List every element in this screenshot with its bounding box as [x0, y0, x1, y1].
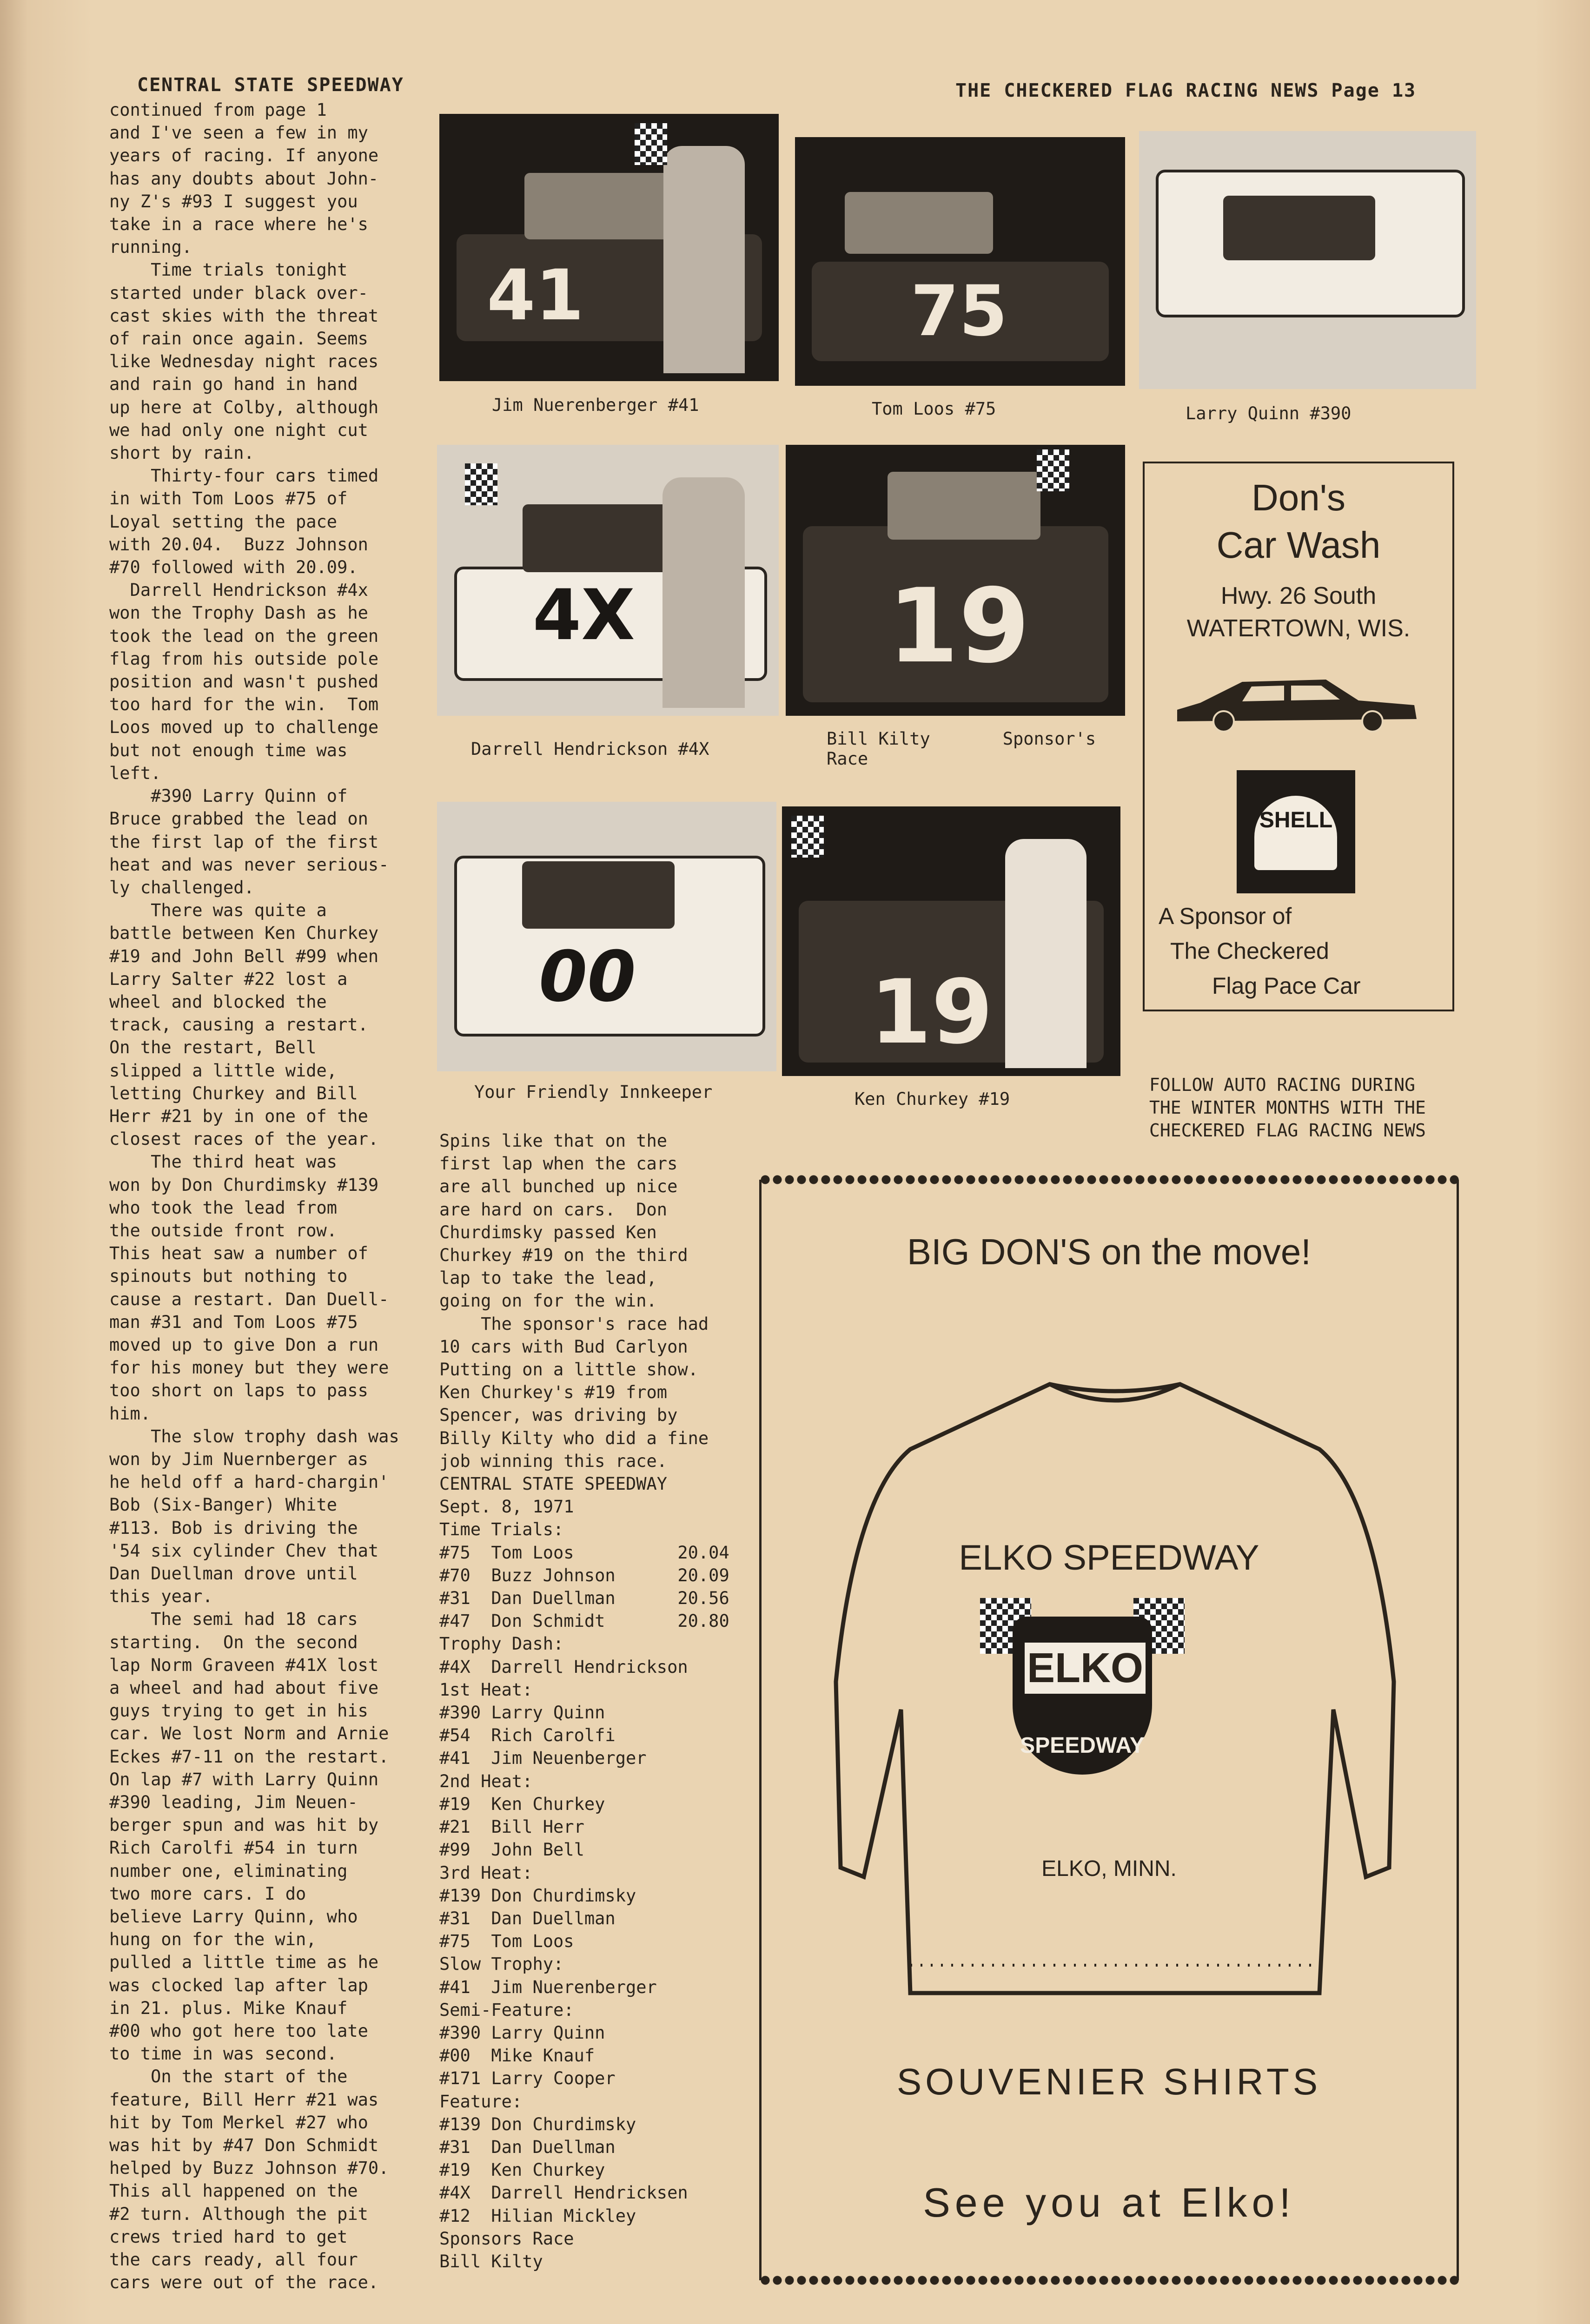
ad-headline: BIG DON'S on the move! [907, 1231, 1311, 1272]
photo-darrell-hendrickson [437, 445, 779, 716]
ad-address: Hwy. 26 South [1220, 582, 1377, 609]
photo-bill-kilty [786, 445, 1125, 716]
photo-caption: Ken Churkey #19 [855, 1089, 1010, 1109]
shell-logo-text: SHELL [1259, 808, 1333, 832]
article-column-1: continued from page 1 and I've seen a few in my years of racing. If anyone has any doubts about John- ny Z's #93 I suggest you take in a race where he's running. Time trials tonight started under black over- cast skies with the threat of rain once again. Seems like Wednesday night races and rain go hand in hand up here at Colby, although we had only one night cut short by rain. Thirty-four cars timed in with Tom Loos #75 of Loyal setting the pace with 20.04. Buzz Johnson #70 followed with 20.09. Darrell Hendrickson #4x won the Trophy Dash as he took the lead on the green flag from his outside pole position and wasn't pushed too hard for the win. Tom Loos moved up to challenge but not enough time was left. #390 Larry Quinn of Bruce grabbed the lead on the first lap of the first heat and was never serious- ly challenged. There was quite a battle between Ken Churkey #19 and John Bell #99 when Larry Salter #22 lost a wheel and blocked the track, causing a restart. On the restart, Bell slipped a little wide, letting Churkey and Bill Herr #21 by in one of the closest races of the year. The third heat was won by Don Churdimsky #139 who took the lead from the outside front row. This heat saw a number of spinouts but nothing to cause a restart. Dan Duell- man #31 and Tom Loos #75 moved up to give Don a run for his money but they were too short on laps to pass him. The slow trophy dash was won by Jim Nuernberger as he held off a hard-chargin' Bob (Six-Banger) White #113. Bob is driving the '54 six cylinder Chev that Dan Duellman drove until this year. The semi had 18 cars starting. On the second lap Norm Graveen #41X lost a wheel and had about five guys trying to get in his car. We lost Norm and Arnie Eckes #7-11 on the restart. On lap #7 with Larry Quinn #390 leading, Jim Neuen- berger spun and was hit by Rich Carolfi #54 in turn number one, eliminating two more cars. I do believe Larry Quinn, who hung on for the win, pulled a little time as he was clocked lap after lap in 21. plus. Mike Knauf #00 who got here too late to time in was second. On the start of the feature, Bill Herr #21 was hit by Tom Merkel #27 who was hit by #47 Don Schmidt helped by Buzz Johnson #70. This all happened on the #2 turn. Although the pit crews tried hard to get the cars ready, all four cars were out of the race. [109, 100, 399, 2293]
follow-notice: FOLLOW AUTO RACING DURING THE WINTER MONTHS WITH THE CHECKERED FLAG RACING NEWS [1149, 1075, 1426, 1141]
photo-jim-nuerenberger [439, 114, 779, 381]
ad-sponsor-line: A Sponsor of [1159, 903, 1292, 929]
ad-title: Don's [1251, 477, 1346, 518]
ad-sponsor-line: Flag Pace Car [1212, 973, 1361, 999]
photo-ken-churkey [782, 806, 1120, 1076]
ad-location: ELKO, MINN. [1041, 1856, 1177, 1881]
ad-closing: See you at Elko! [923, 2179, 1295, 2225]
ad-title: Car Wash [1216, 524, 1381, 566]
car-number: 4X [532, 574, 635, 656]
car-illustration [1173, 668, 1424, 733]
car-number: 41 [487, 255, 584, 337]
photo-caption: Bill Kilty Sponsor's Race [827, 729, 1096, 769]
car-number: 19 [870, 961, 993, 1063]
logo-subtext: SPEEDWAY [1020, 1733, 1145, 1758]
photo-caption: Tom Loos #75 [872, 399, 996, 419]
photo-friendly-innkeeper [437, 802, 776, 1071]
ad-subline: SOUVENIER SHIRTS [896, 2061, 1322, 2102]
car-number: 00 [539, 936, 636, 1017]
ad-city: WATERTOWN, WIS. [1186, 615, 1411, 642]
photo-caption: Jim Nuerenberger #41 [492, 395, 699, 415]
elko-logo-icon [961, 1598, 1203, 1802]
photo-caption: Your Friendly Innkeeper [474, 1082, 713, 1102]
article-column-2: Spins like that on the first lap when the cars are all bunched up nice are hard on cars. Don Churdimsky passed Ken Churkey #19 on the third lap to take the lead, going on for the win. The sponsor's race had 10 cars with Bud Carlyon Putting on a little show. Ken Churkey's #19 from Spencer, was driving by Billy Kilty who did a fine job winning this race. CENTRAL STATE SPEEDWAY Sept. 8, 1971 Time Trials: #75 Tom Loos 20.04 #70 Buzz Johnson 20.09 #31 Dan Duellman 20.56 #47 Don Schmidt 20.80 Trophy Dash: #4X Darrell Hendrickson 1st Heat: #390 Larry Quinn #54 Rich Carolfi #41 Jim Neuenberger 2nd Heat: #19 Ken Churkey #21 Bill Herr #99 John Bell 3rd Heat: #139 Don Churdimsky #31 Dan Duellman #75 Tom Loos Slow Trophy: #41 Jim Nuerenberger Semi-Feature: #390 Larry Quinn #00 Mike Knauf #171 Larry Cooper Feature: #139 Don Churdimsky #31 Dan Duellman #19 Ken Churkey #4X Darrell Hendricksen #12 Hilian Mickley Sponsors Race Bill Kilty [439, 1131, 729, 2271]
car-wash-ad [1143, 462, 1454, 1011]
photo-tom-loos [795, 137, 1125, 386]
shirt-title: ELKO SPEEDWAY [959, 1538, 1259, 1578]
car-number: 19 [888, 566, 1030, 686]
photo-caption: Larry Quinn #390 [1186, 403, 1352, 423]
shell-logo-icon [1237, 770, 1355, 893]
ad-sponsor-line: The Checkered [1170, 938, 1329, 964]
car-number: 75 [910, 271, 1008, 352]
photo-larry-quinn [1139, 131, 1476, 389]
page-header: THE CHECKERED FLAG RACING NEWS Page 13 [955, 80, 1417, 101]
elko-speedway-ad [759, 1180, 1459, 2280]
section-title: CENTRAL STATE SPEEDWAY [137, 74, 404, 96]
logo-text: ELKO [1027, 1645, 1143, 1691]
photo-caption: Darrell Hendrickson #4X [471, 739, 709, 759]
